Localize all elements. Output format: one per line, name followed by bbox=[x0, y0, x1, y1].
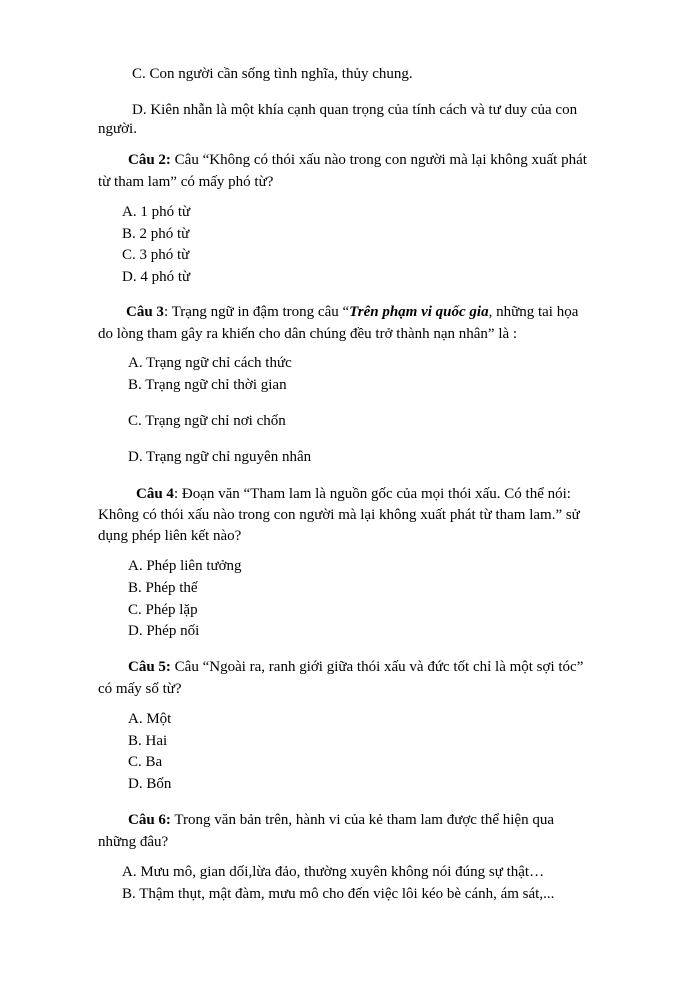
question-3-label: Câu 3 bbox=[126, 304, 164, 320]
q2-option-c: C. 3 phó từ bbox=[122, 247, 190, 263]
q6-option-a: A. Mưu mô, gian dối,lừa đảo, thường xuyên không nói đúng sự thật… bbox=[122, 864, 545, 880]
question-2-line1 bbox=[128, 150, 587, 170]
question-4-label: Câu 4 bbox=[136, 486, 174, 502]
question-6-text1: Trong văn bản trên, hành vi của kẻ tham lam được thể hiện qua bbox=[170, 812, 554, 828]
question-5-line2: có mấy số từ? bbox=[98, 681, 182, 697]
question-3-text-post: , những tai họa bbox=[488, 304, 579, 320]
question-5-line1 bbox=[128, 657, 583, 677]
question-3-text-pre: : Trạng ngữ in đậm trong câu “ bbox=[163, 304, 350, 320]
option-d-prev-line2: người. bbox=[98, 121, 137, 137]
q3-option-d: D. Trạng ngữ chỉ nguyên nhân bbox=[128, 449, 312, 465]
q2-option-a: A. 1 phó từ bbox=[122, 204, 191, 220]
q5-option-d: D. Bốn bbox=[128, 776, 172, 792]
question-6-line1 bbox=[128, 810, 554, 830]
q3-option-a: A. Trạng ngữ chỉ cách thức bbox=[128, 355, 292, 371]
question-3-bold-phrase: Trên phạm vi quốc gia bbox=[349, 304, 489, 320]
option-d-prev-line1: D. Kiên nhẫn là một khía cạnh quan trọng của tính cách và tư duy của con bbox=[132, 102, 578, 118]
question-5-text1: Câu “Ngoài ra, ranh giới giữa thói xấu và đức tốt chỉ là một sợi tóc” bbox=[170, 659, 584, 675]
q4-option-b: B. Phép thế bbox=[128, 580, 198, 596]
q3-option-b: B. Trạng ngữ chỉ thời gian bbox=[128, 377, 287, 393]
question-4-line3: dụng phép liên kết nào? bbox=[98, 528, 242, 544]
question-2-line2: từ tham lam” có mấy phó từ? bbox=[98, 174, 274, 190]
question-2-text1: Câu “Không có thói xấu nào trong con người mà lại không xuất phát bbox=[170, 152, 587, 168]
q5-option-b: B. Hai bbox=[128, 733, 168, 749]
q2-option-b: B. 2 phó từ bbox=[122, 226, 190, 242]
question-2-label: Câu 2: bbox=[128, 152, 171, 168]
q4-option-c: C. Phép lặp bbox=[128, 602, 198, 618]
question-5-label: Câu 5: bbox=[128, 659, 171, 675]
question-3-line2: do lòng tham gây ra khiến cho dân chúng đều trở thành nạn nhân” là : bbox=[98, 326, 518, 342]
question-6-line2: những đâu? bbox=[98, 834, 169, 850]
question-3-line1 bbox=[126, 302, 578, 322]
q4-option-d: D. Phép nối bbox=[128, 623, 200, 639]
question-4-line1 bbox=[136, 484, 571, 504]
q5-option-c: C. Ba bbox=[128, 754, 163, 770]
option-c-prev: C. Con người cần sống tình nghĩa, thủy chung. bbox=[132, 66, 413, 82]
q5-option-a: A. Một bbox=[128, 711, 172, 727]
q3-option-c: C. Trạng ngữ chỉ nơi chốn bbox=[128, 413, 286, 429]
q4-option-a: A. Phép liên tưởng bbox=[128, 558, 242, 574]
question-6-label: Câu 6: bbox=[128, 812, 171, 828]
q2-option-d: D. 4 phó từ bbox=[122, 269, 191, 285]
q6-option-b: B. Thậm thụt, mật đàm, mưu mô cho đến việc lôi kéo bè cánh, ám sát,... bbox=[122, 886, 555, 902]
question-4-text1: : Đoạn văn “Tham lam là nguồn gốc của mọi thói xấu. Có thể nói: bbox=[173, 486, 571, 502]
question-4-line2: Không có thói xấu nào trong con người mà lại không xuất phát từ tham lam.” sử bbox=[98, 507, 580, 523]
